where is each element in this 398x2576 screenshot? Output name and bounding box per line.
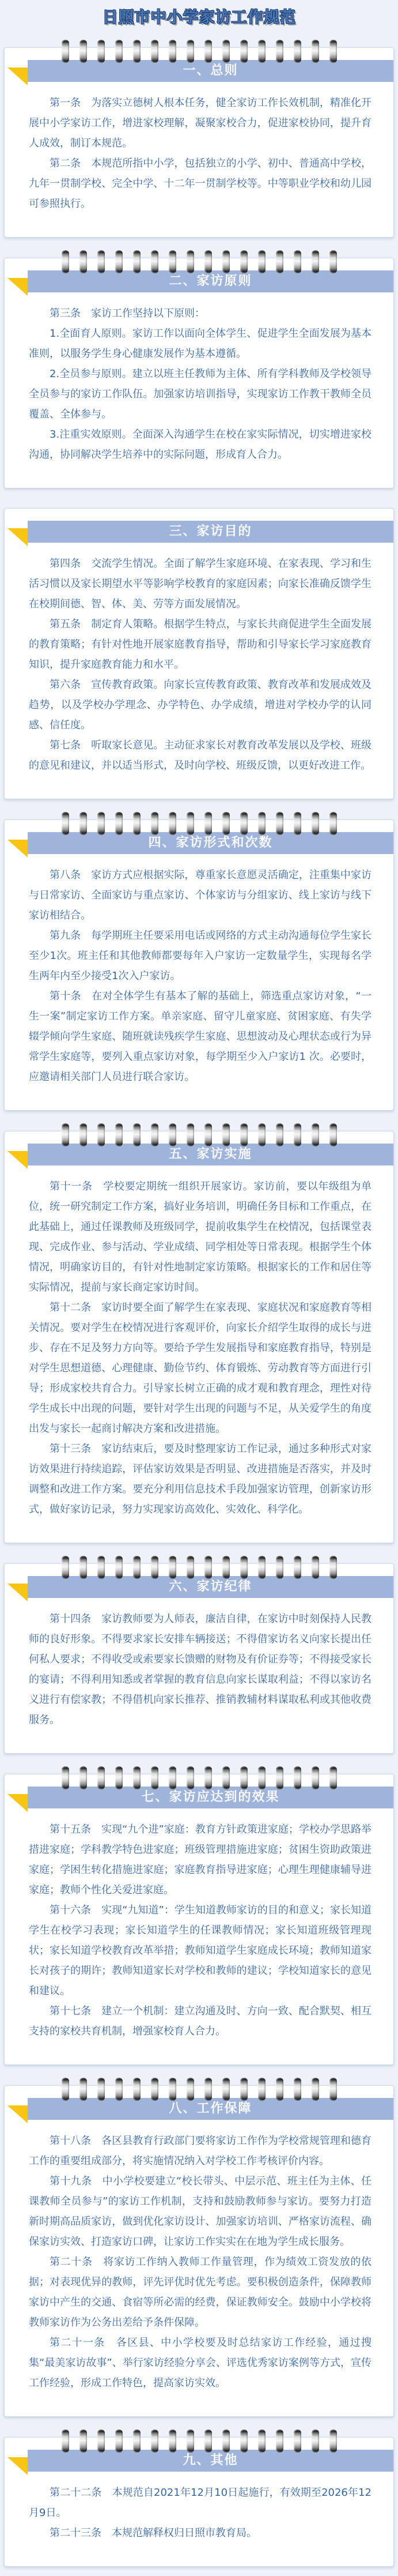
binder-ring-icon: [79, 250, 87, 273]
binder-ring-icon: [133, 2430, 141, 2453]
binder-ring-icon: [258, 1556, 266, 1579]
binder-ring-icon: [115, 2078, 123, 2101]
binder-ring-icon: [97, 1766, 105, 1789]
binder-ring-icon: [169, 2078, 176, 2101]
section-header-bar: [28, 832, 393, 854]
binder-ring-icon: [258, 2430, 266, 2453]
section-card: [4, 819, 394, 1111]
binder-ring-icon: [187, 2078, 194, 2101]
binder-ring-icon: [276, 2078, 283, 2101]
binder-ring-icon: [97, 812, 105, 835]
spiral-binding: [0, 812, 398, 835]
binder-ring-icon: [97, 1556, 105, 1579]
binder-ring-icon: [62, 40, 69, 63]
binder-ring-icon: [294, 1556, 301, 1579]
binder-ring-icon: [79, 812, 87, 835]
binder-ring-icon: [294, 2078, 301, 2101]
binder-ring-icon: [312, 2430, 319, 2453]
binder-ring-icon: [133, 1123, 141, 1146]
document-body: [0, 40, 398, 2576]
paragraph: 第三条 家访工作坚持以下原则：: [50, 307, 205, 319]
binder-ring-icon: [62, 2078, 69, 2101]
binder-ring-icon: [276, 40, 283, 63]
section-title: 七、家访应达到的效果: [141, 1790, 280, 1804]
binder-ring-icon: [312, 1556, 319, 1579]
binder-ring-icon: [97, 2430, 105, 2453]
spiral-binding: [0, 1556, 398, 1579]
binder-ring-icon: [294, 812, 301, 835]
section-content: [5, 1598, 393, 1730]
binder-ring-icon: [222, 1556, 230, 1579]
binder-ring-icon: [240, 812, 248, 835]
paragraph: 第四条 交流学生情况。全面了解学生家庭环境、在家表现、学习和生活习惯以及家长期望水平等影响学校教育的家庭因素；向家长准确反馈学生在校期间德、智、体、美、劳等方面发展情况。: [29, 558, 372, 610]
binder-ring-icon: [204, 1766, 212, 1789]
paragraph: 第五条 制定育人策略。根据学生特点，与家长共商促进学生全面发展的教育策略；有针对性地开展家庭教育指导，帮助和引导家长学习家庭教育知识，提升家庭教育能力和水平。: [29, 618, 372, 671]
binder-ring-icon: [115, 812, 123, 835]
binder-ring-icon: [151, 1556, 158, 1579]
section-header-bar: [28, 2450, 393, 2472]
binder-ring-icon: [258, 40, 266, 63]
binder-ring-icon: [204, 1123, 212, 1146]
binder-ring-icon: [240, 2430, 248, 2453]
binder-ring-icon: [187, 250, 194, 273]
section-9: [0, 2430, 398, 2567]
paragraph: 1.全面育人原则。家访工作以面向全体学生、促进学生全面发展为基本准则，以服务学生身心健康发展作为基本遵循。: [29, 328, 372, 360]
binder-ring-icon: [115, 250, 123, 273]
binder-ring-icon: [222, 2430, 230, 2453]
section-card: [4, 1131, 394, 1543]
binder-ring-icon: [240, 40, 248, 63]
binder-ring-icon: [329, 250, 337, 273]
binder-ring-icon: [222, 812, 230, 835]
section-content: [5, 1165, 393, 1520]
binder-ring-icon: [329, 1766, 337, 1789]
binder-ring-icon: [169, 1556, 176, 1579]
binder-ring-icon: [187, 2430, 194, 2453]
binder-ring-icon: [115, 40, 123, 63]
binder-ring-icon: [329, 812, 337, 835]
binder-ring-icon: [276, 812, 283, 835]
binder-ring-icon: [151, 812, 158, 835]
binder-ring-icon: [79, 1556, 87, 1579]
section-card: [4, 47, 394, 238]
section-title: 五、家访实施: [169, 1147, 252, 1161]
paragraph: 第十四条 家访教师要为人师表，廉洁自律，在家访中时刻保持人民教师的良好形象。不得要求家长安排车辆接送；不得借家访名义向家长提出任何私人要求；不得收受或索要家长馈赠的财物及有价证券等；不得接受家长的宴请；不得利用知悉或者掌握的教育信息向家长谋取利益；不得以家访名义进行有偿家教；不得借机向家长推荐、推销教辅材料谋取私利或其他收费服务。: [29, 1613, 372, 1726]
paragraph: 第二十一条 各区县、中小学校要及时总结家访工作经验，通过搜集“最美家访故事”、举行家访经验分享会、评选优秀家访案例等方式，宣传工作经验，形成工作特色，提高家访实效。: [29, 2337, 372, 2389]
binder-ring-icon: [222, 1766, 230, 1789]
paragraph: 第十八条 各区县教育行政部门要将家访工作作为学校常规管理和德育工作的重要组成部分，将实施情况纳入对学校工作考核评价内容。: [29, 2135, 372, 2167]
paragraph: 第十条 在对全体学生有基本了解的基础上，筛选重点家访对象，“一生一案”制定家访工作方案。单亲家庭、留守儿童家庭、贫困家庭、有失学辍学倾向学生家庭、随班就读残疾学生家庭、思想波动及心理状态或行为异常学生家庭等，要列入重点家访对象，每学期至少入户家访1 次。必要时，应邀请相关部门人员进行联合家访。: [29, 990, 372, 1083]
binder-ring-icon: [79, 1123, 87, 1146]
paragraph: 第十三条 家访结束后，要及时整理家访工作记录，通过多种形式对家访效果进行持续追踪，评估家访效果是否明显、改进措施是否落实，并及时调整和改进工作方案。要充分利用信息技术手段加强家访管理，创新家访形式，做好家访记录，努力实现家访高效化、实效化、科学化。: [29, 1443, 372, 1515]
binder-ring-icon: [133, 40, 141, 63]
section-2: [0, 250, 398, 488]
binder-ring-icon: [294, 1123, 301, 1146]
section-card: [4, 1774, 394, 2065]
spiral-binding: [0, 40, 398, 63]
paragraph: 第一条 为落实立德树人根本任务，健全家访工作长效机制，精准化开展中小学家访工作，增进家校理解，凝聚家校合力，促进家校协同，提升育人成效，制订本规范。: [29, 97, 372, 149]
binder-ring-icon: [312, 250, 319, 273]
binder-ring-icon: [258, 2078, 266, 2101]
binder-ring-icon: [115, 1766, 123, 1789]
binder-ring-icon: [222, 2078, 230, 2101]
section-1: [0, 40, 398, 238]
binder-ring-icon: [329, 2078, 337, 2101]
binder-ring-icon: [151, 250, 158, 273]
binder-ring-icon: [169, 40, 176, 63]
section-title: 八、工作保障: [169, 2101, 252, 2116]
binder-ring-icon: [258, 812, 266, 835]
section-card: [4, 2437, 394, 2567]
section-content: [5, 1808, 393, 2041]
binder-ring-icon: [133, 1556, 141, 1579]
binder-ring-icon: [187, 40, 194, 63]
paragraph: 第七条 听取家长意见。主动征求家长对教育改革发展以及学校、班级的意见和建议，并以适当形式，及时向学校、班级反馈，以更好改进工作。: [29, 739, 372, 772]
paragraph: 第十二条 家访时要全面了解学生在家表现、家庭状况和家庭教育等相关情况。要对学生在校情况进行客观评价，向家长介绍学生取得的成长与进步、存在不足及努力方向等。要给予学生发展指导和家庭教育指导，特别是对学生思想道德、心理健康、勤俭节约、体育锻炼、劳动教育等方面进行引导；形成家校共育合力。引导家长树立正确的成才观和教育理念，理性对待学生成长中出现的问题，要针对学生出现的问题与不足，从关爱学生的角度出发与家长一起商讨解决方案和改进措施。: [29, 1302, 372, 1435]
binder-ring-icon: [115, 1556, 123, 1579]
binder-ring-icon: [62, 1766, 69, 1789]
binder-ring-icon: [294, 250, 301, 273]
binder-ring-icon: [79, 40, 87, 63]
binder-ring-icon: [329, 1556, 337, 1579]
section-8: [0, 2078, 398, 2417]
paragraph: 第六条 宣传教育政策。向家长宣传教育政策、教育改革和发展成效及趋势，以及学校办学理念、办学特色、办学成绩，增进对学校办学的认同感、信任度。: [29, 679, 372, 731]
binder-ring-icon: [329, 1123, 337, 1146]
section-card: [4, 1563, 394, 1754]
binder-ring-icon: [240, 2078, 248, 2101]
paragraph: 3.注重实效原则。全面深入沟通学生在校在家实际情况，切实增进家校沟通，协同解决学生培养中的实际问题，形成育人合力。: [29, 428, 372, 461]
spiral-binding: [0, 2078, 398, 2101]
binder-ring-icon: [62, 250, 69, 273]
binder-ring-icon: [312, 40, 319, 63]
paragraph: 第九条 每学期班主任要采用电话或网络的方式主动沟通每位学生家长至少1次。班主任和其他教师都要每年入户家访一定数量学生，实现每名学生两年内至少接受1次入户家访。: [29, 930, 372, 982]
binder-ring-icon: [312, 1766, 319, 1789]
binder-ring-icon: [187, 1766, 194, 1789]
paragraph: 第十九条 中小学校要建立“校长带头、中层示范、班主任为主体、任课教师全员参与”的家访工作机制，支持和鼓励教师参与家访。要努力打造新时期高品质家访，做到优化家访设计、加强家访培训、严格家访流程、确保家访实效、打造家访口碑，让家访工作实实在在地为学生成长服务。: [29, 2175, 372, 2248]
binder-ring-icon: [133, 250, 141, 273]
section-header-bar: [28, 1787, 393, 1808]
binder-ring-icon: [169, 1766, 176, 1789]
binder-ring-icon: [294, 1766, 301, 1789]
binder-ring-icon: [222, 1123, 230, 1146]
binder-ring-icon: [62, 2430, 69, 2453]
binder-ring-icon: [258, 250, 266, 273]
section-title: 六、家访纪律: [169, 1580, 252, 1594]
binder-ring-icon: [133, 812, 141, 835]
binder-ring-icon: [97, 250, 105, 273]
spiral-binding: [0, 250, 398, 273]
binder-ring-icon: [276, 1556, 283, 1579]
binder-ring-icon: [276, 250, 283, 273]
binder-ring-icon: [204, 2078, 212, 2101]
section-title: 一、总则: [183, 63, 238, 78]
section-title: 四、家访形式和次数: [148, 836, 273, 850]
paragraph: 第二条 本规范所指中小学，包括独立的小学、初中、普通高中学校，九年一贯制学校、完全中学、十二年一贯制学校等。中等职业学校和幼儿园可参照执行。: [29, 157, 372, 210]
binder-ring-icon: [276, 1766, 283, 1789]
paragraph: 第二十条 将家访工作纳入教师工作量管理，作为绩效工资发放的依据；对表现优异的教师，评先评优时优先考虑。要积极创造条件，保障教师家访中产生的交通、食宿等所必需的经费，保证教师安全。鼓励中小学校将教师家访作为公务出差给予条件保障。: [29, 2256, 372, 2329]
page-title: 日照市中小学家访工作规范: [102, 9, 296, 27]
section-title: 九、其他: [183, 2453, 238, 2468]
binder-ring-icon: [79, 1766, 87, 1789]
binder-ring-icon: [115, 1123, 123, 1146]
section-4: [0, 812, 398, 1111]
binder-ring-icon: [240, 1766, 248, 1789]
section-card: [4, 508, 394, 799]
section-header-bar: [28, 1144, 393, 1165]
binder-ring-icon: [62, 1123, 69, 1146]
section-content: [5, 2120, 393, 2393]
binder-ring-icon: [115, 2430, 123, 2453]
binder-ring-icon: [204, 40, 212, 63]
spiral-binding: [0, 1766, 398, 1789]
binder-ring-icon: [97, 40, 105, 63]
paragraph: 第十六条 实现“九知道”：学生知道教师家访的目的和意义；家长知道学生在校学习表现；家长知道学生的任课教师情况；家长知道班级管理现状；家长知道学校教育改革举措；教师知道学生家庭成长环境；教师知道家长对孩子的期许；教师知道家长对学校和教师的建议；学校知道家长的意见和建议。: [29, 1904, 372, 1997]
binder-ring-icon: [312, 2078, 319, 2101]
section-7: [0, 1766, 398, 2065]
binder-ring-icon: [79, 2078, 87, 2101]
binder-ring-icon: [312, 1123, 319, 1146]
section-content: [5, 82, 393, 214]
binder-ring-icon: [62, 812, 69, 835]
section-card: [4, 2085, 394, 2417]
binder-ring-icon: [169, 2430, 176, 2453]
binder-ring-icon: [222, 250, 230, 273]
binder-ring-icon: [240, 1556, 248, 1579]
binder-ring-icon: [329, 40, 337, 63]
binder-ring-icon: [62, 1556, 69, 1579]
binder-ring-icon: [187, 1123, 194, 1146]
binder-ring-icon: [151, 1766, 158, 1789]
paragraph: 第十五条 实现“九个进”家庭：教育方针政策进家庭；学校办学思路举措进家庭；学科教学特色进家庭；班级管理措施进家庭；贫困生资助政策进家庭；学困生转化措施进家庭；家庭教育指导进家庭；心理生理健康辅导进家庭；教师个性化关爱进家庭。: [29, 1823, 372, 1896]
binder-ring-icon: [204, 2430, 212, 2453]
paragraph: 第二十三条 本规范解释权归日照市教育局。: [50, 2527, 257, 2539]
binder-ring-icon: [240, 250, 248, 273]
section-header-bar: [28, 521, 393, 543]
binder-ring-icon: [222, 40, 230, 63]
binder-ring-icon: [97, 2078, 105, 2101]
binder-ring-icon: [169, 250, 176, 273]
section-6: [0, 1556, 398, 1754]
binder-ring-icon: [151, 40, 158, 63]
binder-ring-icon: [258, 1123, 266, 1146]
section-card: [4, 258, 394, 488]
section-3: [0, 508, 398, 799]
section-title: 三、家访目的: [169, 524, 252, 539]
paragraph: 2.全员参与原则。建立以班主任教师为主体、所有学科教师及学校领导全员参与的家访工作队伍。加强家访培训指导，实现家访工作教干教师全员覆盖、全体参与。: [29, 368, 372, 420]
binder-ring-icon: [276, 1123, 283, 1146]
paragraph: 第十一条 学校要定期统一组织开展家访。家访前，要以年级组为单位，统一研究制定工作方案，搞好业务培训，明确任务目标和工作重点，在此基础上，通过任课教师及班级同学，提前收集学生在校情况，包括课堂表现、完成作业、参与活动、学业成绩、同学相处等日常表现。根据学生个体情况，明确家访目的，有针对性地制定家访策略。根据家长的工作和居住等实际情况，提前与家长商定家访时间。: [29, 1180, 372, 1293]
binder-ring-icon: [276, 2430, 283, 2453]
binder-ring-icon: [97, 1123, 105, 1146]
paragraph: 第八条 家访方式应根据实际，尊重家长意愿灵活确定，注重集中家访与日常家访、全面家访与重点家访、个体家访与分组家访、线上家访与线下家访相结合。: [29, 869, 372, 922]
binder-ring-icon: [151, 1123, 158, 1146]
section-header-bar: [28, 270, 393, 292]
binder-ring-icon: [151, 2430, 158, 2453]
binder-ring-icon: [79, 2430, 87, 2453]
binder-ring-icon: [258, 1766, 266, 1789]
binder-ring-icon: [329, 2430, 337, 2453]
binder-ring-icon: [294, 2430, 301, 2453]
section-header-bar: [28, 1576, 393, 1598]
binder-ring-icon: [204, 812, 212, 835]
section-header-bar: [28, 2098, 393, 2120]
binder-ring-icon: [169, 1123, 176, 1146]
binder-ring-icon: [187, 812, 194, 835]
binder-ring-icon: [169, 812, 176, 835]
binder-ring-icon: [240, 1123, 248, 1146]
section-content: [5, 543, 393, 776]
section-content: [5, 292, 393, 465]
section-header-bar: [28, 60, 393, 82]
section-content: [5, 2472, 393, 2543]
binder-ring-icon: [133, 1766, 141, 1789]
binder-ring-icon: [204, 1556, 212, 1579]
section-title: 二、家访原则: [169, 274, 252, 288]
paragraph: 第十七条 建立一个机制：建立沟通及时、方向一致、配合默契、相互支持的家校共育机制，增强家校育人合力。: [29, 2005, 372, 2037]
paragraph: 第二十二条 本规范自2021年12月10日起施行，有效期至2026年12月9日。: [29, 2487, 372, 2519]
binder-ring-icon: [133, 2078, 141, 2101]
binder-ring-icon: [187, 1556, 194, 1579]
binder-ring-icon: [294, 40, 301, 63]
spiral-binding: [0, 2430, 398, 2453]
binder-ring-icon: [312, 812, 319, 835]
binder-ring-icon: [151, 2078, 158, 2101]
binder-ring-icon: [204, 250, 212, 273]
spiral-binding: [0, 1123, 398, 1146]
section-content: [5, 854, 393, 1087]
section-5: [0, 1123, 398, 1543]
